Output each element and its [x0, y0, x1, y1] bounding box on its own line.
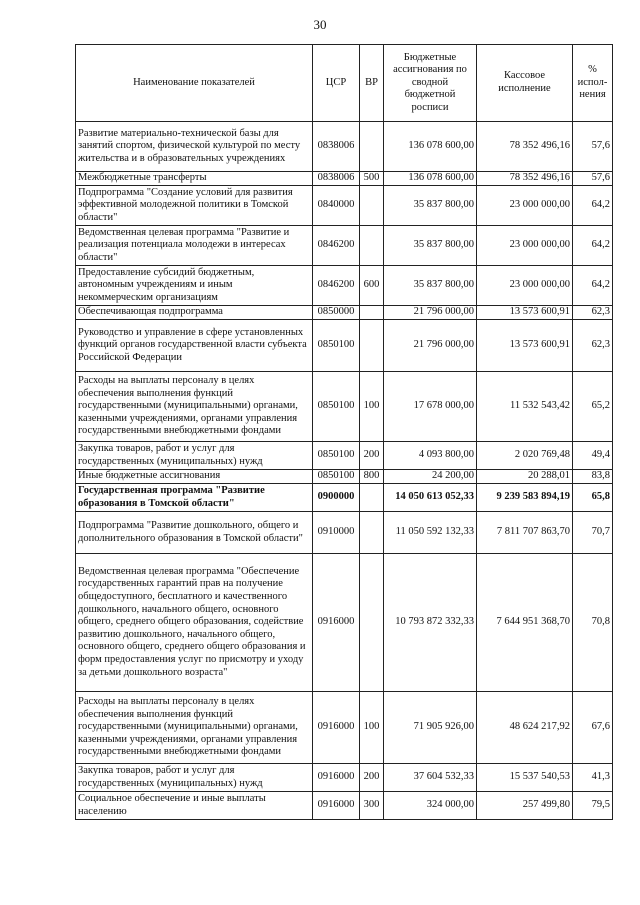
header-cash: Кассовое исполнение: [477, 45, 573, 122]
cell-name: Руководство и управление в сфере установленных функций органов государственной власти субъекта Российской Федерации: [76, 320, 313, 372]
cell-pct: 41,3: [573, 764, 613, 792]
cell-name: Обеспечивающая подпрограмма: [76, 306, 313, 320]
cell-vr: [360, 306, 384, 320]
table-row: [76, 226, 613, 266]
cell-name: Развитие материально-технической базы для занятий спортом, физической культурой по месту жительства и в образовательных учреждениях: [76, 122, 313, 172]
cell-pct: 64,2: [573, 186, 613, 226]
cell-budget: 71 905 926,00: [384, 692, 477, 764]
cell-budget: 11 050 592 132,33: [384, 512, 477, 554]
cell-vr: 100: [360, 372, 384, 442]
cell-pct: 70,7: [573, 512, 613, 554]
header-name: Наименование показателей: [76, 45, 313, 122]
cell-name: Социальное обеспечение и иные выплаты населению: [76, 792, 313, 820]
table-row: [76, 266, 613, 306]
cell-vr: 600: [360, 266, 384, 306]
cell-cash: 7 811 707 863,70: [477, 512, 573, 554]
cell-cash: 15 537 540,53: [477, 764, 573, 792]
cell-cash: 2 020 769,48: [477, 442, 573, 470]
cell-budget: 17 678 000,00: [384, 372, 477, 442]
header-csr: ЦСР: [313, 45, 360, 122]
cell-csr: 0916000: [313, 554, 360, 692]
cell-cash: 13 573 600,91: [477, 306, 573, 320]
cell-cash: 9 239 583 894,19: [477, 484, 573, 512]
cell-csr: 0846200: [313, 226, 360, 266]
cell-pct: 65,2: [573, 372, 613, 442]
cell-csr: 0916000: [313, 692, 360, 764]
cell-name: Ведомственная целевая программа "Обеспечение государственных гарантий прав на получение общедоступного, бесплатного и качественного дошкольного, начального общего, основного общего, среднего общего образования, содействие развитию дошкольного, начального общего, основного общего, среднего общего образования и форм предоставления услуг по присмотру и уходу за детьми дошкольного возраста": [76, 554, 313, 692]
cell-vr: [360, 512, 384, 554]
table-row: [76, 764, 613, 792]
cell-vr: [360, 226, 384, 266]
cell-pct: 64,2: [573, 226, 613, 266]
table-row: [76, 306, 613, 320]
cell-name: Иные бюджетные ассигнования: [76, 470, 313, 484]
cell-csr: 0900000: [313, 484, 360, 512]
cell-vr: [360, 484, 384, 512]
cell-pct: 79,5: [573, 792, 613, 820]
table-row: [76, 186, 613, 226]
table-row: [76, 470, 613, 484]
cell-name: Ведомственная целевая программа "Развитие и реализация потенциала молодежи в интересах области": [76, 226, 313, 266]
cell-cash: 13 573 600,91: [477, 320, 573, 372]
cell-csr: 0846200: [313, 266, 360, 306]
cell-vr: 300: [360, 792, 384, 820]
cell-pct: 70,8: [573, 554, 613, 692]
cell-budget: 37 604 532,33: [384, 764, 477, 792]
header-pct: % испол-нения: [573, 45, 613, 122]
cell-pct: 65,8: [573, 484, 613, 512]
table-row: [76, 792, 613, 820]
cell-pct: 49,4: [573, 442, 613, 470]
cell-cash: 20 288,01: [477, 470, 573, 484]
cell-name: Закупка товаров, работ и услуг для государственных (муниципальных) нужд: [76, 442, 313, 470]
cell-budget: 35 837 800,00: [384, 266, 477, 306]
cell-budget: 35 837 800,00: [384, 186, 477, 226]
cell-pct: 62,3: [573, 320, 613, 372]
cell-vr: [360, 320, 384, 372]
cell-vr: [360, 186, 384, 226]
table-row: [76, 122, 613, 172]
cell-budget: 4 093 800,00: [384, 442, 477, 470]
cell-pct: 83,8: [573, 470, 613, 484]
cell-csr: 0850100: [313, 372, 360, 442]
cell-cash: 48 624 217,92: [477, 692, 573, 764]
cell-name: Подпрограмма "Развитие дошкольного, общего и дополнительного образования в Томской области": [76, 512, 313, 554]
cell-vr: [360, 554, 384, 692]
table-row: [76, 512, 613, 554]
cell-name: Закупка товаров, работ и услуг для государственных (муниципальных) нужд: [76, 764, 313, 792]
cell-cash: 23 000 000,00: [477, 186, 573, 226]
cell-pct: 67,6: [573, 692, 613, 764]
cell-csr: 0850100: [313, 470, 360, 484]
cell-csr: 0916000: [313, 792, 360, 820]
cell-name: Государственная программа "Развитие образования в Томской области": [76, 484, 313, 512]
cell-cash: 78 352 496,16: [477, 122, 573, 172]
cell-budget: 21 796 000,00: [384, 320, 477, 372]
table-row: [76, 372, 613, 442]
cell-csr: 0916000: [313, 764, 360, 792]
cell-vr: [360, 122, 384, 172]
cell-csr: 0850100: [313, 320, 360, 372]
cell-budget: 136 078 600,00: [384, 172, 477, 186]
cell-cash: 7 644 951 368,70: [477, 554, 573, 692]
cell-budget: 10 793 872 332,33: [384, 554, 477, 692]
cell-pct: 64,2: [573, 266, 613, 306]
table-header-row: [76, 45, 613, 122]
cell-name: Межбюджетные трансферты: [76, 172, 313, 186]
cell-csr: 0850100: [313, 442, 360, 470]
table-body: [76, 122, 613, 820]
cell-cash: 11 532 543,42: [477, 372, 573, 442]
table-row: [76, 484, 613, 512]
cell-vr: 800: [360, 470, 384, 484]
cell-vr: 500: [360, 172, 384, 186]
header-vr: ВР: [360, 45, 384, 122]
cell-name: Предоставление субсидий бюджетным, автономным учреждениям и иным некоммерческим организациям: [76, 266, 313, 306]
cell-csr: 0850000: [313, 306, 360, 320]
cell-budget: 14 050 613 052,33: [384, 484, 477, 512]
cell-vr: 200: [360, 764, 384, 792]
cell-budget: 35 837 800,00: [384, 226, 477, 266]
table-row: [76, 442, 613, 470]
cell-budget: 21 796 000,00: [384, 306, 477, 320]
cell-pct: 57,6: [573, 122, 613, 172]
table-row: [76, 692, 613, 764]
cell-pct: 62,3: [573, 306, 613, 320]
table-row: [76, 320, 613, 372]
cell-csr: 0838006: [313, 172, 360, 186]
cell-pct: 57,6: [573, 172, 613, 186]
cell-csr: 0838006: [313, 122, 360, 172]
header-budget: Бюджетные ассигнования по сводной бюджетной росписи: [384, 45, 477, 122]
cell-csr: 0840000: [313, 186, 360, 226]
cell-name: Подпрограмма "Создание условий для развития эффективной молодежной политики в Томской области": [76, 186, 313, 226]
cell-budget: 136 078 600,00: [384, 122, 477, 172]
cell-csr: 0910000: [313, 512, 360, 554]
cell-cash: 23 000 000,00: [477, 266, 573, 306]
budget-execution-table: [75, 44, 613, 820]
cell-budget: 24 200,00: [384, 470, 477, 484]
cell-vr: 200: [360, 442, 384, 470]
cell-cash: 23 000 000,00: [477, 226, 573, 266]
cell-name: Расходы на выплаты персоналу в целях обеспечения выполнения функций государственными (муниципальными) органами, казенными учреждениями, органами управления государственными внебюджетными фондами: [76, 692, 313, 764]
cell-cash: 257 499,80: [477, 792, 573, 820]
cell-name: Расходы на выплаты персоналу в целях обеспечения выполнения функций государственными (муниципальными) органами, казенными учреждениями, органами управления государственными внебюджетными фондами: [76, 372, 313, 442]
cell-cash: 78 352 496,16: [477, 172, 573, 186]
table-row: [76, 554, 613, 692]
table-row: [76, 172, 613, 186]
page-number: 30: [313, 17, 327, 32]
cell-vr: 100: [360, 692, 384, 764]
cell-budget: 324 000,00: [384, 792, 477, 820]
